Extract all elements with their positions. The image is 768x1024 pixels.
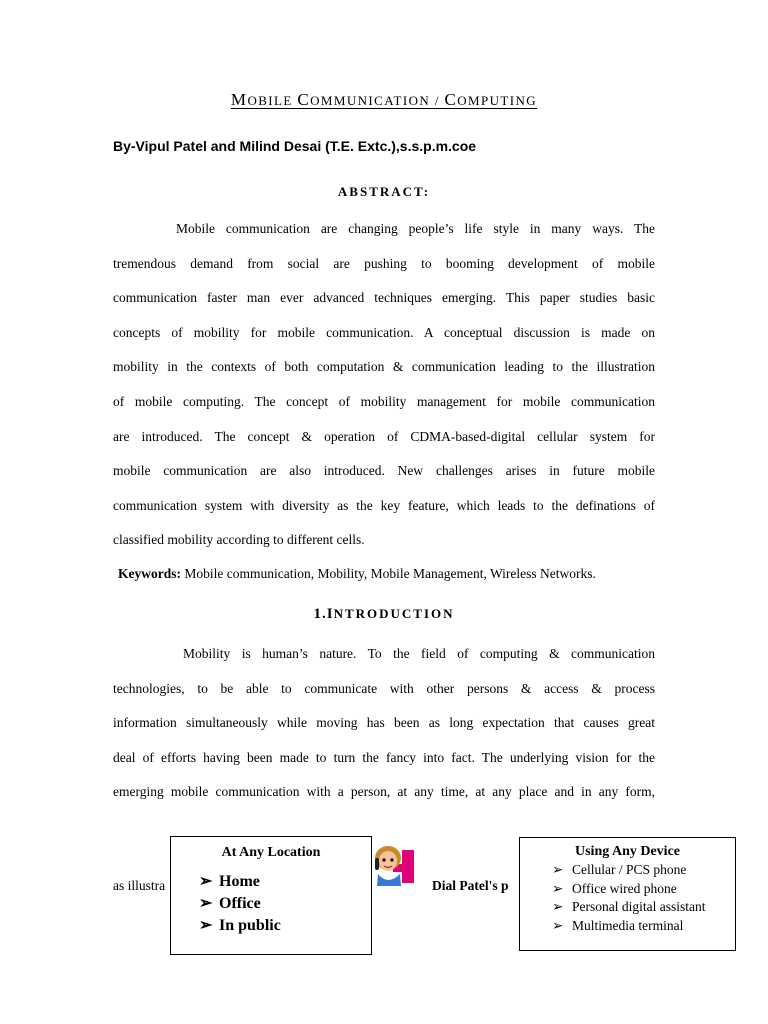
abstract-line: Mobile communication are changing people’s life style in many ways. The: [176, 221, 655, 236]
arrow-bullet-icon: ➢: [199, 917, 213, 934]
device-list: [552, 861, 735, 935]
list-item: ➢ Office: [199, 893, 371, 915]
abstract-line: communication system with diversity as the key feature, which leads to the definations of: [113, 497, 655, 513]
arrow-bullet-icon: ➢: [552, 862, 564, 877]
list-item: ➢ Personal digital assistant: [552, 898, 735, 917]
authors-line: By-Vipul Patel and Milind Desai (T.E. Extc.),s.s.p.m.coe: [113, 138, 477, 154]
document-title: [0, 90, 768, 110]
list-item: ➢ Home: [199, 871, 371, 893]
intro-heading: 1.INTRODUCTION: [313, 606, 455, 622]
dial-caption: Dial Patel's p: [432, 878, 509, 893]
list-item: ➢ Multimedia terminal: [552, 917, 735, 936]
title-part: OMMUNICATION /: [310, 93, 445, 108]
device-box: [519, 837, 736, 951]
abstract-line: concepts of mobility for mobile communication. A conceptual discussion is made on: [113, 324, 655, 340]
abstract-line: mobile communication are also introduced. New challenges arises in future mobile: [113, 463, 655, 479]
arrow-bullet-icon: ➢: [552, 880, 564, 896]
arrow-bullet-icon: ➢: [199, 873, 213, 890]
intro-line: emerging mobile communication with a person, at any time, at any place and in any form,: [113, 784, 655, 800]
arrow-bullet-icon: ➢: [552, 899, 564, 915]
illustration-text: as illustra: [113, 878, 166, 893]
device-box-title: Using Any Device: [575, 844, 680, 859]
location-box-title: At Any Location: [221, 845, 321, 860]
intro-line: deal of efforts having been made to turn the fancy into fact. The underlying vision for the: [113, 749, 655, 765]
title-part: C: [297, 90, 311, 109]
abstract-heading: ABSTRACT:: [337, 184, 431, 199]
abstract-line: are introduced. The concept & operation of CDMA-based-digital cellular system for: [113, 428, 655, 444]
location-box: [170, 836, 372, 955]
person-on-phone-icon: [371, 844, 415, 886]
title-part: OBILE: [247, 93, 298, 108]
title-part: OMPUTING: [457, 93, 538, 108]
arrow-bullet-icon: ➢: [199, 895, 213, 912]
title-part: M: [230, 90, 248, 109]
keywords-label: Keywords:: [118, 566, 181, 581]
intro-paragraph: [113, 637, 655, 810]
list-item: ➢ Office wired phone: [552, 880, 735, 899]
intro-line: technologies, to be able to communicate with other persons & access & process: [113, 680, 655, 696]
list-item: ➢ Cellular / PCS phone: [552, 861, 735, 880]
list-item: ➢ In public: [199, 915, 371, 937]
keywords-line: [118, 566, 596, 582]
abstract-line: classified mobility according to different cells.: [113, 532, 365, 548]
intro-line: information simultaneously while moving has been as long expectation that causes great: [113, 715, 655, 731]
location-list: [199, 871, 371, 937]
abstract-line: mobility in the contexts of both computation & communication leading to the illustration: [113, 359, 655, 375]
title-part: C: [444, 90, 458, 109]
abstract-line: communication faster man ever advanced techniques emerging. This paper studies basic: [113, 290, 655, 306]
abstract-paragraph: [113, 212, 655, 558]
abstract-line: of mobile computing. The concept of mobility management for mobile communication: [113, 393, 655, 409]
intro-line: Mobility is human’s nature. To the field of computing & communication: [183, 646, 655, 661]
abstract-line: tremendous demand from social are pushing to booming development of mobile: [113, 255, 655, 271]
arrow-bullet-icon: ➢: [552, 917, 564, 933]
keywords-text: Mobile communication, Mobility, Mobile Management, Wireless Networks.: [181, 566, 596, 581]
